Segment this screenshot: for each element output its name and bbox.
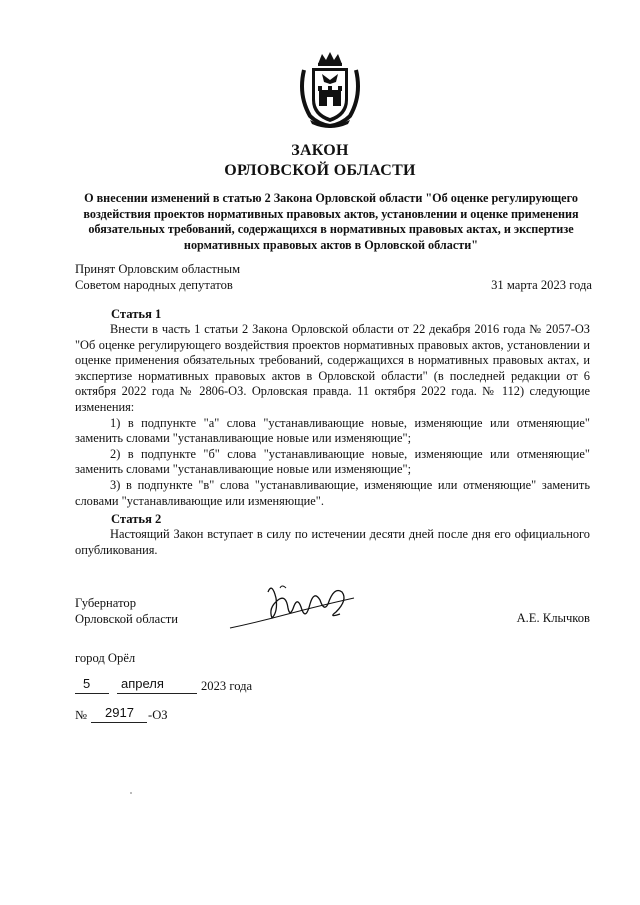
article-2-body [75, 527, 590, 558]
article-2-title: Статья 2 [111, 512, 162, 526]
law-number-value: 2917 [105, 705, 134, 720]
region-title: ОРЛОВСКОЙ ОБЛАСТИ [224, 162, 416, 179]
adoption-date: 31 марта 2023 года [491, 278, 592, 292]
signing-month: апреля [121, 676, 164, 691]
document-type-title: ЗАКОН [291, 142, 349, 159]
article-1-paragraph: 1) в подпункте "а" слова "устанавливающие новые, изменяющие или отменяющие" заменить словами "устанавливающие новые или изменяющие"; [75, 415, 590, 446]
number-suffix: -ОЗ [148, 708, 168, 722]
article-1-body [75, 322, 590, 509]
article-1-paragraph: 3) в подпункте "в" слова "устанавливающие, изменяющие или отменяющие" заменить словами "устанавливающие или изменяющие". [75, 477, 590, 508]
signing-day: 5 [83, 676, 91, 691]
article-1-paragraph: 2) в подпункте "б" слова "устанавливающие новые, изменяющие или отменяющие" заменить словами "устанавливающие новые или изменяющие"; [75, 446, 590, 477]
adoption-line-2: Советом народных депутатов [75, 277, 233, 292]
signing-date [75, 677, 375, 697]
article-1-title: Статья 1 [111, 307, 162, 321]
law-subject: О внесении изменений в статью 2 Закона Орловской области "Об оценке регулирующего воздействия проектов нормативных правовых актов, установлении и оценке применения обязательных требований, содержащихся в нормативных правовых актах, и экспертизе нормативных правовых актов в Орловской области" [83, 191, 579, 252]
article-2-paragraph: Настоящий Закон вступает в силу по истечении десяти дней после дня его официального опубликования. [75, 527, 590, 557]
signatory-position-line-2: Орловской области [75, 611, 179, 626]
signing-city: город Орёл [75, 651, 136, 665]
scan-artifact [130, 792, 132, 794]
coat-of-arms-icon [296, 50, 364, 130]
article-1-paragraph: Внести в часть 1 статьи 2 Закона Орловской области от 22 декабря 2016 года № 2057-ОЗ "Об оценке регулирующего воздействия проектов нормативных правовых актов, установлении и оценке применения обязательных требований, содержащихся в нормативных правовых актах, и экспертизе нормативных правовых актов в Орловской области" (в последней редакции от 6 октября 2022 года № 2806-ОЗ. Орловская правда. 11 октября 2022 года. № 112) следующие изменения: [75, 322, 590, 414]
signatory-name: А.Е. Клычков [516, 611, 590, 625]
handwritten-signature [228, 578, 358, 636]
day-underline [75, 679, 109, 694]
signing-year: 2023 года [201, 679, 253, 693]
law-number [75, 706, 275, 726]
signatory-position-line-1: Губернатор [75, 596, 136, 610]
adoption-line-1: Принят Орловским областным [75, 262, 241, 276]
number-sign: № [75, 708, 88, 722]
signatory-position [75, 596, 178, 627]
adoption-authority [75, 262, 240, 293]
